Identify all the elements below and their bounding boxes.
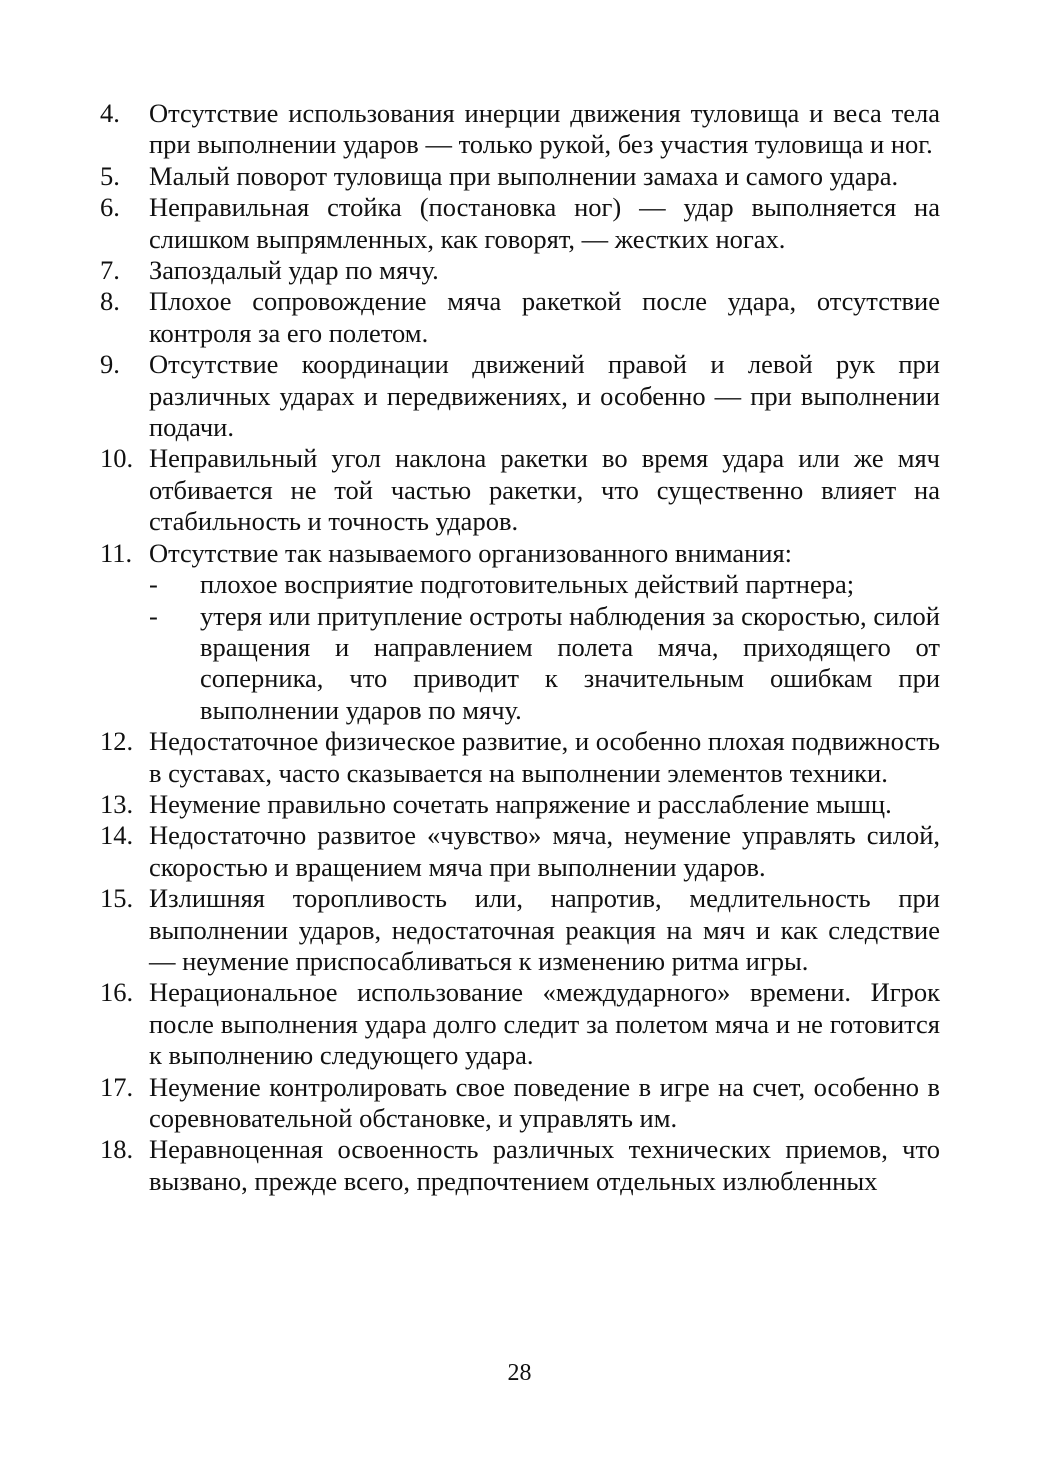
sub-item-text: плохое восприятие подготовительных действий партнера; (200, 569, 855, 600)
list-item (100, 349, 940, 443)
item-text: Отсутствие координации движений правой и левой рук при различных ударах и передвижениях, и особенно — при выполнении подачи. (149, 349, 940, 443)
list-item (100, 883, 940, 977)
item-number: 5. (100, 160, 120, 191)
item-text: Отсутствие использования инерции движения туловища и веса тела при выполнении ударов — только рукой, без участия туловища и ног. (149, 98, 940, 160)
item-number: 14. (100, 820, 134, 851)
sub-item (149, 601, 940, 727)
list-item (100, 286, 940, 349)
sub-item-text: утеря или притупление остроты наблюдения за скоростью, силой вращения и направлением полета мяча, приходящего от соперника, что приводит к значительным ошибкам при выполнении ударов по мячу. (200, 600, 940, 725)
item-text: Излишняя торопливость или, напротив, медлительность при выполнении ударов, недостаточная реакция на мяч и как следствие — неумение приспосабливаться к изменению ритма игры. (149, 883, 940, 976)
list-item (100, 1072, 940, 1135)
item-text: Неумение правильно сочетать напряжение и расслабление мышц. (149, 788, 892, 819)
item-text: Нерациональное использование «междударного» времени. Игрок после выполнения удара долго следит за полетом мяча и не готовится к выполнению следующего удара. (149, 977, 940, 1071)
item-number: 12. (100, 726, 134, 757)
item-text: Малый поворот туловища при выполнении замаха и самого удара. (149, 160, 899, 191)
item-number: 13. (100, 788, 134, 819)
item-number: 8. (100, 286, 120, 317)
item-text: Недостаточно развитое «чувство» мяча, неумение управлять силой, скоростью и вращением мяча при выполнении ударов. (149, 820, 940, 882)
sub-item (149, 569, 940, 600)
list-item (100, 192, 940, 255)
item-text: Неравноценная освоенность различных технических приемов, что вызвано, прежде всего, предпочтением отдельных излюбленных (149, 1134, 940, 1196)
list-item (100, 977, 940, 1071)
item-number: 11. (100, 537, 133, 568)
item-text: Неправильный угол наклона ракетки во время удара или же мяч отбивается не той частью ракетки, что существенно влияет на стабильность и точность ударов. (149, 443, 940, 537)
item-number: 9. (100, 349, 120, 380)
item-number: 4. (100, 98, 120, 128)
item-number: 17. (100, 1071, 134, 1102)
item-number: 16. (100, 977, 134, 1008)
sub-item-dash: - (149, 569, 158, 600)
item-text: Плохое сопровождение мяча ракеткой после удара, отсутствие контроля за его полетом. (149, 286, 940, 348)
list-item (100, 820, 940, 883)
item-text: Неправильная стойка (постановка ног) — удар выполняется на слишком выпрямленных, как говорят, — жестких ногах. (149, 192, 940, 254)
item-number: 6. (100, 192, 120, 223)
item-number: 15. (100, 883, 134, 914)
item-number: 10. (100, 443, 134, 474)
list-item (100, 1134, 940, 1197)
list-item (100, 161, 940, 192)
list-item (100, 538, 940, 726)
item-text: Недостаточное физическое развитие, и особенно плохая подвижность в суставах, часто сказывается на выполнении элементов техники. (149, 726, 940, 788)
sub-item-dash: - (149, 600, 158, 631)
item-text: Запоздалый удар по мячу. (149, 255, 439, 286)
page-number: 28 (507, 1360, 532, 1386)
list-item (100, 255, 940, 286)
item-text: Отсутствие так называемого организованного внимания: (149, 537, 793, 568)
list-item (100, 443, 940, 537)
list-item (100, 98, 940, 161)
error-list (100, 98, 940, 1197)
item-number: 7. (100, 255, 120, 286)
item-text: Неумение контролировать свое поведение в игре на счет, особенно в соревновательной обстановке, и управлять им. (149, 1071, 940, 1133)
list-item (100, 726, 940, 789)
list-item (100, 789, 940, 820)
item-number: 18. (100, 1134, 134, 1165)
